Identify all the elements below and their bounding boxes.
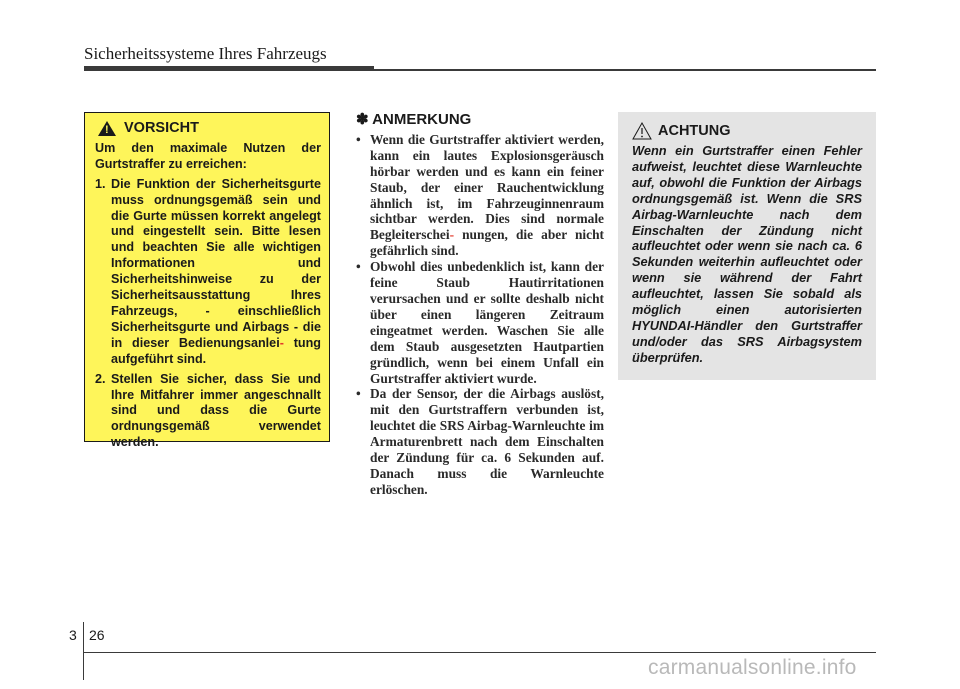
caution-title: VORSICHT — [124, 120, 199, 136]
caution-item-text-part: Die Funktion der Sicherheitsgurte muss ordnungsgemäß sein und die Gurte müssen korrekt angelegt und eingestellt sein. Bitte lesen und beachten Sie alle wichtigen Informationen und Sicherheitshinweise zu der Sicherheitsausstattung Ihres Fahrzeugs, - einschließlich Sicherheitsgurte und Airbags - die in dieser Bedienungsanlei — [111, 176, 321, 350]
note-section — [356, 112, 604, 498]
page-number: 26 — [89, 627, 105, 643]
bullet: • — [356, 386, 361, 402]
note-title: ✽ ANMERKUNG — [356, 111, 472, 128]
note-item — [356, 259, 604, 386]
header-rule-thick — [84, 66, 374, 71]
caution-item — [95, 177, 321, 368]
warning-triangle-outline-icon — [632, 122, 652, 140]
caution-item-text: Stellen Sie sicher, dass Sie und Ihre Mitfahrer immer angeschnallt sind und dass die Gurte ordnungsgemäß verwendet werden. — [111, 371, 321, 450]
hyphen-mark: - — [279, 335, 284, 350]
chapter-number: 3 — [69, 627, 77, 643]
footer-rule — [84, 652, 876, 653]
watermark: carmanualsonline.info — [648, 656, 857, 679]
caution-item-number: 1. — [95, 176, 106, 191]
bullet: • — [356, 259, 361, 275]
caution-item-number: 2. — [95, 371, 106, 386]
note-item-text-part: Wenn die Gurtstraffer aktiviert werden, kann ein lautes Explosionsgeräusch hörbar werden und es kann ein feiner Staub, der einer Rauchentwicklung ähnlich ist, im Fahrzeuginnenraum sichtbar werden. Dies sind normale Begleiterschei — [370, 131, 604, 243]
page-header-title: Sicherheitssysteme Ihres Fahrzeugs — [84, 44, 327, 63]
hyphen-mark: - — [449, 227, 455, 243]
header-rule-thin — [374, 69, 876, 71]
note-item-text: Da der Sensor, der die Airbags auslöst, mit den Gurtstraffern verbunden ist, leuchtet die SRS Airbag-Warnleuchte im Armaturenbrett nach dem Einschalten der Zündung für ca. 6 Sekunden auf. Danach muss die Warnleuchte erlöschen. — [370, 386, 604, 497]
caution-header — [98, 121, 321, 137]
warning-box — [618, 112, 876, 380]
warning-text: Wenn ein Gurtstraffer einen Fehler aufweist, leuchtet diese Warnleuchte auf, obwohl die Funktion der Airbags ordnungsgemäß ist. Wenn die SRS Airbag-Warnleuchte nach dem Einschalten der Zündung nicht aufleuchtet oder wenn sie nach ca. 6 Sekunden weiterhin aufleuchtet oder wenn sie während der Fahrt aufleuchtet, lassen Sie sobald als möglich einen autorisierten HYUNDAI-Händler den Gurtstraffer und/oder das SRS Airbagsystem überprüfen. — [632, 143, 862, 365]
warning-triangle-icon — [98, 121, 116, 136]
note-item — [356, 386, 604, 497]
note-item-text — [370, 132, 604, 259]
bullet: • — [356, 131, 361, 147]
footer-divider-vertical — [83, 622, 84, 680]
note-item-text: Obwohl dies unbedenklich ist, kann der feine Staub Hautirritationen verursachen und er sollte deshalb nicht über einen längeren Zeitraum eingeatmet werden. Waschen Sie alle dem Staub ausgesetzten Hautpartien gründlich, wenn bei einem Unfall ein Gurtstraffer aktiviert wurde. — [370, 259, 604, 386]
caution-item-text — [111, 177, 321, 368]
warning-title: ACHTUNG — [658, 123, 731, 139]
note-item — [356, 132, 604, 259]
warning-header — [632, 122, 862, 140]
caution-item-text-part: tung aufgeführt sind. — [111, 335, 321, 366]
caution-intro: Um den maximale Nutzen der Gurtstraffer zu erreichen: — [95, 140, 321, 171]
caution-item — [95, 372, 321, 452]
caution-box — [84, 112, 330, 450]
note-item-text-part: nungen, die aber nicht gefährlich sind. — [370, 227, 604, 259]
